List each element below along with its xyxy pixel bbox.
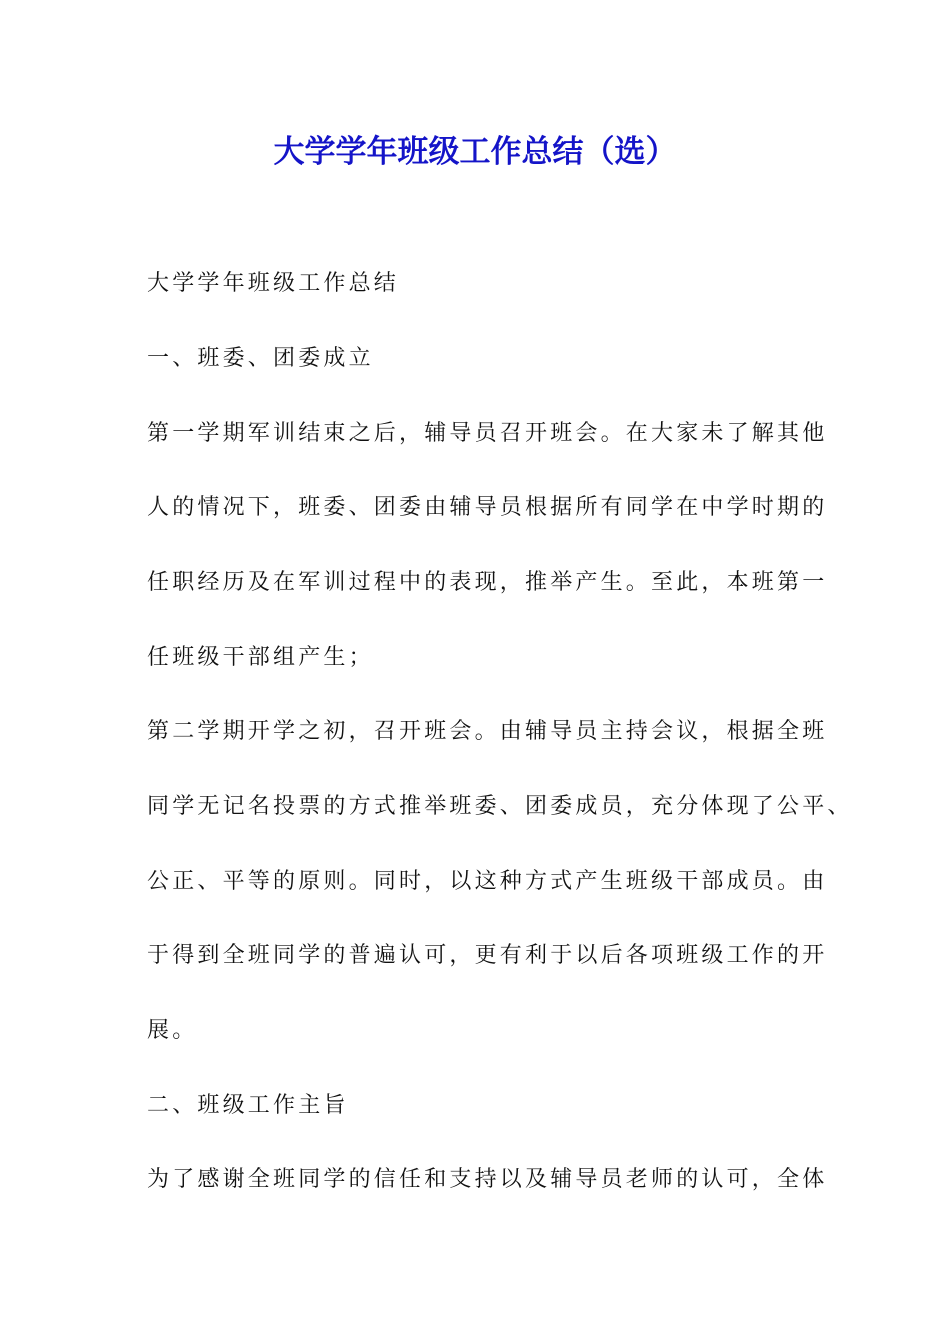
- section-heading-2: 二、班级工作主旨: [147, 1093, 349, 1118]
- body-line: 第一学期军训结束之后，辅导员召开班会。在大家未了解其他: [147, 421, 828, 446]
- section-heading-1: 一、班委、团委成立: [147, 346, 374, 371]
- body-line: 同学无记名投票的方式推举班委、团委成员，充分体现了公平、: [147, 794, 853, 819]
- body-line: 任职经历及在军训过程中的表现，推举产生。至此，本班第一: [147, 570, 828, 595]
- body-line: 公正、平等的原则。同时，以这种方式产生班级干部成员。由: [147, 869, 828, 894]
- body-line: 任班级干部组产生；: [147, 645, 374, 670]
- section-heading-main: 大学学年班级工作总结: [147, 271, 400, 296]
- document-title: 大学学年班级工作总结（选）: [273, 134, 677, 170]
- body-line: 于得到全班同学的普遍认可，更有利于以后各项班级工作的开: [147, 943, 828, 968]
- body-line: 为了感谢全班同学的信任和支持以及辅导员老师的认可，全体: [147, 1167, 828, 1192]
- body-line: 第二学期开学之初，召开班会。由辅导员主持会议，根据全班: [147, 719, 828, 744]
- body-line: 人的情况下，班委、团委由辅导员根据所有同学在中学时期的: [147, 495, 828, 520]
- body-line: 展。: [147, 1018, 198, 1043]
